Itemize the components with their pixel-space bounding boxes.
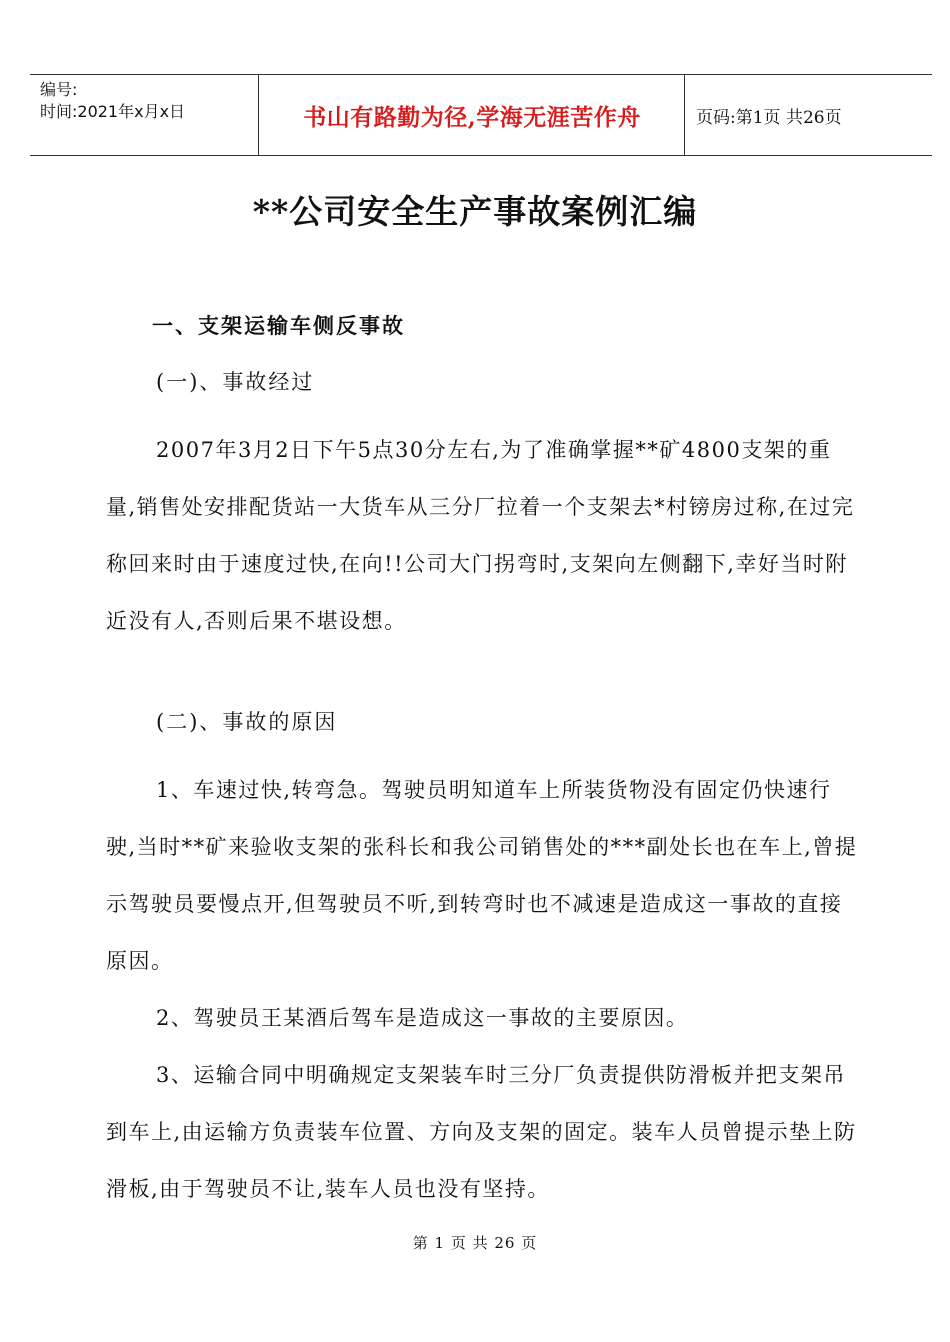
subsection-heading: (一)、事故经过 xyxy=(156,370,315,394)
document-header-table xyxy=(30,74,932,156)
time-label: 时间:2021年x月x日 xyxy=(40,102,186,121)
header-meta xyxy=(40,79,255,123)
paragraph: 1、车速过快,转弯急。驾驶员明知道车上所装货物没有固定仍快速行驶,当时**矿来验收支架的张科长和我公司销售处的***副处长也在车上,曾提示驾驶员要慢点开,但驾驶员不听,到转弯时也不减速是造成这一事故的直接原因。 xyxy=(106,778,858,973)
page-footer: 第 1 页 共 26 页 xyxy=(412,1234,538,1252)
paragraph: 3、运输合同中明确规定支架装车时三分厂负责提供防滑板并把支架吊到车上,由运输方负责装车位置、方向及支架的固定。装车人员曾提示垫上防滑板,由于驾驶员不让,装车人员也没有坚持。 xyxy=(106,1063,857,1201)
number-label: 编号: xyxy=(40,80,78,99)
header-page-info: 页码:第1页 共26页 xyxy=(696,107,842,128)
header-divider xyxy=(684,75,685,155)
document-title: **公司安全生产事故案例汇编 xyxy=(252,192,698,231)
paragraph: 2007年3月2日下午5点30分左右,为了准确掌握**矿4800支架的重量,销售处安排配货站一大货车从三分厂拉着一个支架去*村镑房过称,在过完称回来时由于速度过快,在向!!公司大门拐弯时,支架向左侧翻下,幸好当时附近没有人,否则后果不堪设想。 xyxy=(106,438,855,633)
paragraph: 2、驾驶员王某酒后驾车是造成这一事故的主要原因。 xyxy=(156,1006,689,1030)
section-heading: 一、支架运输车侧反事故 xyxy=(152,313,405,338)
header-motto: 书山有路勤为径,学海无涯苦作舟 xyxy=(303,103,641,131)
subsection-heading: (二)、事故的原因 xyxy=(156,710,338,734)
header-divider xyxy=(258,75,259,155)
